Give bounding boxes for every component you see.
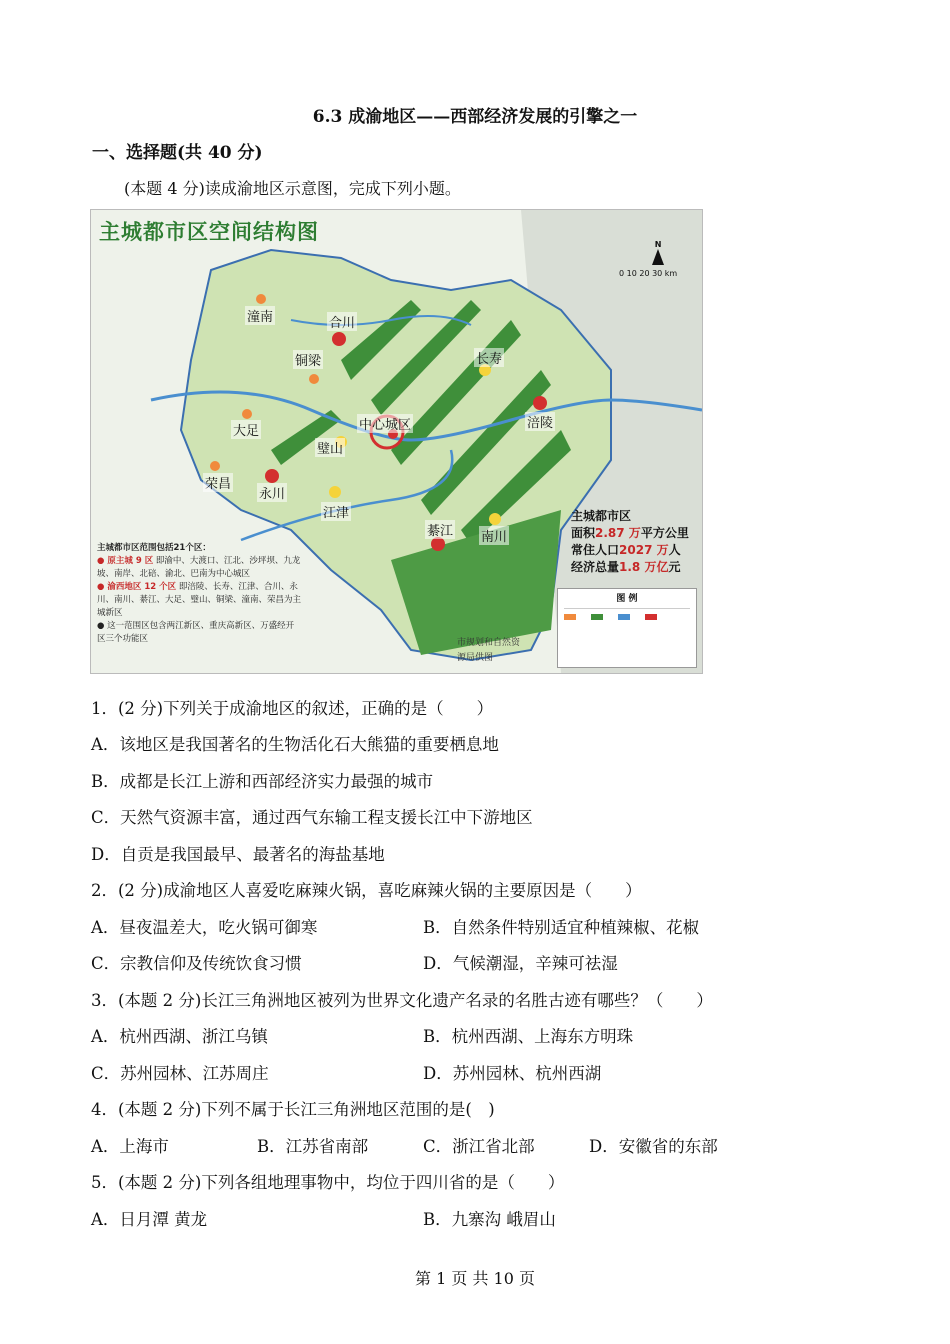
- question-4-option-d: D．安徽省的东部: [589, 1137, 718, 1156]
- question-1-option-a: A．该地区是我国著名的生物活化石大熊猫的重要栖息地: [91, 735, 499, 754]
- question-4-option-c: C．浙江省北部: [423, 1137, 535, 1156]
- city-label: 荣昌: [203, 473, 233, 492]
- city-marker: [489, 513, 501, 525]
- city-marker: [332, 332, 346, 346]
- city-marker: [329, 486, 341, 498]
- city-marker: [431, 537, 445, 551]
- north-arrow: [619, 240, 678, 278]
- stats-population: 常住人口2027 万人: [571, 543, 681, 557]
- stats-area: 面积2.87 万平方公里: [571, 526, 689, 540]
- city-marker: [242, 409, 252, 419]
- stats-gdp: 经济总量1.8 万亿元: [571, 560, 681, 574]
- question-1-option-b: B．成都是长江上游和西部经济实力最强的城市: [91, 772, 434, 791]
- city-marker: [256, 294, 266, 304]
- city-label: 合川: [327, 312, 357, 331]
- page-title: 6.3 成渝地区——西部经济发展的引擎之一: [312, 107, 638, 127]
- city-label: 潼南: [245, 306, 275, 325]
- question-3-option-c: C．苏州园林、江苏周庄: [91, 1064, 269, 1083]
- question-5-option-b: B．九寨沟 峨眉山: [423, 1210, 556, 1229]
- question-4-option-a: A．上海市: [91, 1137, 169, 1156]
- city-marker: [265, 469, 279, 483]
- city-label: 涪陵: [525, 412, 555, 431]
- legend-swatch: [591, 614, 603, 620]
- question-3-stem: 3．(本题 2 分)长江三角洲地区被列为世界文化遗产名录的名胜古迹有哪些？（ ）: [91, 991, 713, 1010]
- map-figure: [90, 209, 703, 674]
- north-arrow-icon: [652, 249, 664, 265]
- city-label: 大足: [231, 420, 261, 439]
- intro-text: (本题 4 分)读成渝地区示意图，完成下列小题。: [124, 179, 461, 198]
- legend-title: 图 例: [616, 594, 638, 604]
- map-credit: 市规划和自然资 源局供图: [457, 638, 521, 663]
- legend-swatch: [645, 614, 657, 620]
- map-scale: 0 10 20 30 km: [619, 269, 678, 278]
- city-label: 长寿: [474, 348, 504, 367]
- map-stats: [571, 508, 689, 576]
- question-1-stem: 1．(2 分)下列关于成渝地区的叙述，正确的是（ ）: [91, 699, 494, 718]
- map-title: 主城都市区空间结构图: [99, 220, 319, 244]
- city-label: 中心城区: [357, 414, 413, 433]
- stats-title: 主城都市区: [571, 509, 632, 523]
- legend-swatch: [564, 614, 576, 620]
- city-label: 铜梁: [293, 350, 323, 369]
- legend-swatch: [618, 614, 630, 620]
- city-label: 永川: [257, 483, 287, 502]
- city-label: 璧山: [315, 438, 345, 457]
- question-5-stem: 5．(本题 2 分)下列各组地理事物中，均位于四川省的是（ ）: [91, 1173, 565, 1192]
- section-heading: 一、选择题(共 40 分): [92, 143, 263, 163]
- question-4-option-b: B．江苏省南部: [257, 1137, 369, 1156]
- question-3-option-b: B．杭州西湖、上海东方明珠: [423, 1027, 634, 1046]
- question-1-option-d: D．自贡是我国最早、最著名的海盐基地: [91, 845, 385, 864]
- question-4-stem: 4．(本题 2 分)下列不属于长江三角洲地区范围的是( ): [91, 1100, 495, 1119]
- map-legend: [557, 588, 697, 668]
- city-marker: [309, 374, 319, 384]
- city-marker: [210, 461, 220, 471]
- question-3-option-a: A．杭州西湖、浙江乌镇: [91, 1027, 268, 1046]
- question-2-option-b: B．自然条件特别适宜种植辣椒、花椒: [423, 918, 700, 937]
- question-2-option-d: D．气候潮湿，辛辣可祛湿: [423, 954, 618, 973]
- question-2-stem: 2．(2 分)成渝地区人喜爱吃麻辣火锅，喜吃麻辣火锅的主要原因是（ ）: [91, 881, 642, 900]
- question-1-option-c: C．天然气资源丰富，通过西气东输工程支援长江中下游地区: [91, 808, 533, 827]
- page-footer: 第 1 页 共 10 页: [415, 1269, 535, 1288]
- city-label: 南川: [479, 526, 509, 545]
- city-label: 江津: [321, 502, 351, 521]
- question-2-option-c: C．宗教信仰及传统饮食习惯: [91, 954, 302, 973]
- question-5-option-a: A．日月潭 黄龙: [91, 1210, 208, 1229]
- north-label: N: [654, 240, 662, 249]
- map-note: 主城都市区范围包括21个区： ● 原主城 9 区 即渝中、大渡口、江北、沙坪坝、九龙坡、南岸、北碚、渝北、巴南为中心城区 ● 渝西地区 12 个区 即涪陵、长寿、江津、合川、永川、南川、綦江、大足、璧山、铜梁、潼南、荣昌为主城新区 ● 这一范围区包含两江新区、重庆高新区、万盛经开区三个功能区: [97, 543, 302, 644]
- question-2-option-a: A．昼夜温差大，吃火锅可御寒: [91, 918, 318, 937]
- question-3-option-d: D．苏州园林、杭州西湖: [423, 1064, 602, 1083]
- city-label: 綦江: [425, 520, 455, 539]
- city-marker: [533, 396, 547, 410]
